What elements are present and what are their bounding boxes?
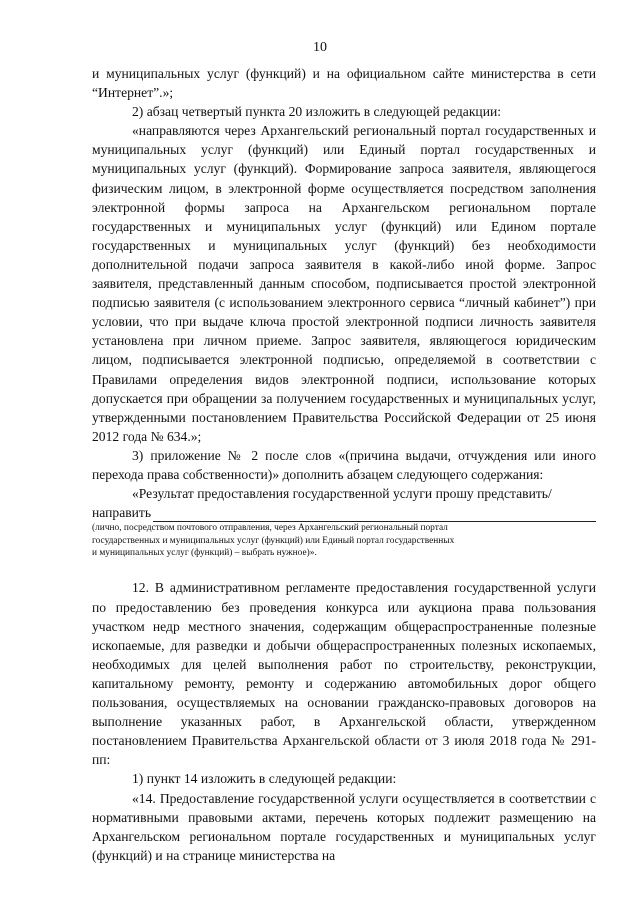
spacer xyxy=(92,559,596,578)
footnote-line-1: (лично, посредством почтового отправления, через Архангельский региональный портал xyxy=(92,523,448,534)
fill-in-label: направить xyxy=(92,505,152,521)
document-body xyxy=(92,64,596,865)
footnote-line-2: государственных и муниципальных услуг (функций) или Единый портал государственных xyxy=(92,535,455,546)
paragraph-result-request: «Результат предоставления государственной услуги прошу представить/ xyxy=(132,486,552,502)
fill-in-line xyxy=(92,503,596,522)
footnote-line-3: и муниципальных услуг (функций) – выбрать нужное)». xyxy=(92,548,317,559)
paragraph-quoted-14: «14. Предоставление государственной услуги осуществляется в соответствии с нормативными правовыми актами, перечень которых подлежит размещению на Архангельском региональном портале государственных и муниципальных услуг (функций) и на странице министерства на xyxy=(92,790,596,863)
paragraph-quoted-text: «направляются через Архангельский региональный портал государственных и муниципальных услуг (функций) или Единый портал государственных и муниципальных услуг (функций). Формирование запроса заявителя, являющегося физическим лицом, в электронной форме осуществляется посредством заполнения электронной формы запроса на Архангельском региональном портале государственных и муниципальных услуг (функций) или Едином портале государственных и муниципальных услуг (функций) без необходимости дополнительной подачи запроса заявителя в какой-либо иной форме. Запрос заявителя, представленный данным способом, подписывается простой электронной подписью заявителя (с использованием электронного сервиса “личный кабинет”) при условии, что при выдаче ключа простой электронной подписи личность заявителя установлена при личном приеме. Запрос заявителя, являющегося юридическим лицом, подписывается электронной подписью, определяемой в соответствии с Правилами определения видов электронной подписи, использование которых допускается при обращении за получением государственных и муниципальных услуг, утвержденными постановлением Правительства Российской Федерации от 25 июня 2012 года № 634.»; xyxy=(92,123,596,444)
paragraph-item-12: 12. В административном регламенте предоставления государственной услуги по предоставлению без проведения конкурса или аукциона права пользования участком недр местного значения, содержащим общераспространенные полезные ископаемые, для разведки и добычи общераспространенных полезных ископаемых, необходимых для целей выполнения работ по строительству, реконструкции, капитальному ремонту, ремонту и содержанию автомобильных дорог общего пользования, осуществляемых на основании гражданско-правовых договоров на выполнение указанных работ, в Архангельской области, утвержденном постановлением Правительства Архангельской области от 3 июля 2018 года № 291-пп: xyxy=(92,580,596,768)
paragraph-subitem-1: 1) пункт 14 изложить в следующей редакции: xyxy=(132,771,397,787)
paragraph-item-2: 2) абзац четвертый пункта 20 изложить в следующей редакции: xyxy=(132,104,502,120)
page-number: 10 xyxy=(313,40,327,55)
blank-line xyxy=(153,507,596,522)
paragraph-item-3: 3) приложение № 2 после слов «(причина выдачи, отчуждения или иного перехода права собственности)» дополнить абзацем следующего содержания: xyxy=(92,447,596,482)
paragraph-continuation: и муниципальных услуг (функций) и на официальном сайте министерства в сети “Интернет”.»; xyxy=(92,66,596,101)
